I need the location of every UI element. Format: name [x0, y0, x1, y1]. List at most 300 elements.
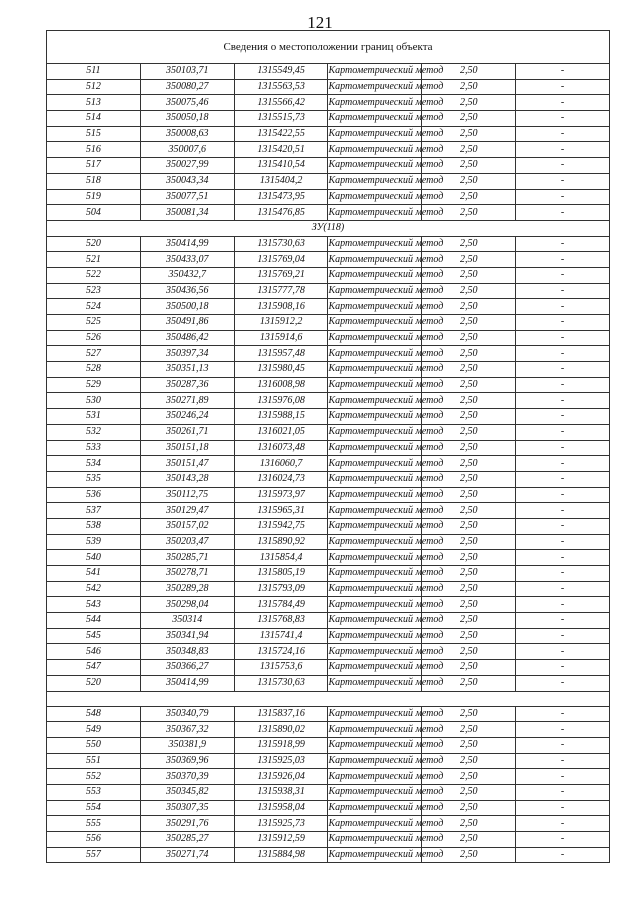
description-cell: - — [516, 236, 610, 252]
precision-cell: 2,50 — [422, 660, 516, 676]
precision-cell: 2,50 — [422, 597, 516, 613]
table-row — [47, 800, 610, 816]
precision-cell: 2,50 — [422, 784, 516, 800]
y-coordinate-cell: 1316073,48 — [234, 440, 328, 456]
y-coordinate-cell: 1315566,42 — [234, 95, 328, 111]
y-coordinate-cell: 1315805,19 — [234, 566, 328, 582]
description-cell: - — [516, 737, 610, 753]
table-title: Сведения о местоположении границ объекта — [47, 31, 610, 64]
x-coordinate-cell: 350414,99 — [140, 675, 234, 691]
method-cell: Картометрический метод — [328, 377, 422, 393]
description-cell: - — [516, 753, 610, 769]
x-coordinate-cell: 350381,9 — [140, 737, 234, 753]
x-coordinate-cell: 350366,27 — [140, 660, 234, 676]
method-cell: Картометрический метод — [328, 158, 422, 174]
method-cell: Картометрический метод — [328, 706, 422, 722]
method-cell: Картометрический метод — [328, 847, 422, 863]
table-row — [47, 409, 610, 425]
description-cell: - — [516, 111, 610, 127]
description-cell: - — [516, 800, 610, 816]
y-coordinate-cell: 1316060,7 — [234, 456, 328, 472]
table-row — [47, 660, 610, 676]
method-cell: Картометрический метод — [328, 362, 422, 378]
method-cell: Картометрический метод — [328, 126, 422, 142]
table-row — [47, 487, 610, 503]
x-coordinate-cell: 350370,39 — [140, 769, 234, 785]
table-row — [47, 816, 610, 832]
x-coordinate-cell: 350345,82 — [140, 784, 234, 800]
point-number-cell: 531 — [47, 409, 141, 425]
point-number-cell: 516 — [47, 142, 141, 158]
precision-cell: 2,50 — [422, 330, 516, 346]
point-number-cell: 524 — [47, 299, 141, 315]
method-cell: Картометрический метод — [328, 189, 422, 205]
x-coordinate-cell: 350129,47 — [140, 503, 234, 519]
x-coordinate-cell: 350103,71 — [140, 64, 234, 80]
point-number-cell: 537 — [47, 503, 141, 519]
x-coordinate-cell: 350143,28 — [140, 471, 234, 487]
x-coordinate-cell: 350369,96 — [140, 753, 234, 769]
y-coordinate-cell: 1315988,15 — [234, 409, 328, 425]
precision-cell: 2,50 — [422, 456, 516, 472]
description-cell: - — [516, 534, 610, 550]
description-cell: - — [516, 330, 610, 346]
description-cell: - — [516, 283, 610, 299]
y-coordinate-cell: 1315422,55 — [234, 126, 328, 142]
description-cell: - — [516, 362, 610, 378]
point-number-cell: 544 — [47, 613, 141, 629]
point-number-cell: 555 — [47, 816, 141, 832]
description-cell: - — [516, 95, 610, 111]
section-label: ЗУ(118) — [47, 220, 610, 236]
table-row — [47, 362, 610, 378]
table-row — [47, 753, 610, 769]
y-coordinate-cell: 1315741,4 — [234, 628, 328, 644]
method-cell: Картометрический метод — [328, 142, 422, 158]
point-number-cell: 511 — [47, 64, 141, 80]
x-coordinate-cell: 350008,63 — [140, 126, 234, 142]
point-number-cell: 527 — [47, 346, 141, 362]
table-row — [47, 95, 610, 111]
description-cell: - — [516, 503, 610, 519]
method-cell: Картометрический метод — [328, 613, 422, 629]
method-cell: Картометрический метод — [328, 252, 422, 268]
point-number-cell: 532 — [47, 424, 141, 440]
y-coordinate-cell: 1315515,73 — [234, 111, 328, 127]
x-coordinate-cell: 350203,47 — [140, 534, 234, 550]
point-number-cell: 536 — [47, 487, 141, 503]
x-coordinate-cell: 350081,34 — [140, 205, 234, 221]
table-row — [47, 440, 610, 456]
method-cell: Картометрический метод — [328, 800, 422, 816]
precision-cell: 2,50 — [422, 722, 516, 738]
point-number-cell: 554 — [47, 800, 141, 816]
precision-cell: 2,50 — [422, 299, 516, 315]
precision-cell: 2,50 — [422, 644, 516, 660]
y-coordinate-cell: 1315884,98 — [234, 847, 328, 863]
x-coordinate-cell: 350077,51 — [140, 189, 234, 205]
y-coordinate-cell: 1315793,09 — [234, 581, 328, 597]
x-coordinate-cell: 350289,28 — [140, 581, 234, 597]
y-coordinate-cell: 1315730,63 — [234, 675, 328, 691]
precision-cell: 2,50 — [422, 628, 516, 644]
x-coordinate-cell: 350278,71 — [140, 566, 234, 582]
table-row — [47, 79, 610, 95]
point-number-cell: 526 — [47, 330, 141, 346]
y-coordinate-cell: 1315769,04 — [234, 252, 328, 268]
x-coordinate-cell: 350351,13 — [140, 362, 234, 378]
method-cell: Картометрический метод — [328, 79, 422, 95]
method-cell: Картометрический метод — [328, 471, 422, 487]
method-cell: Картометрический метод — [328, 566, 422, 582]
y-coordinate-cell: 1315908,16 — [234, 299, 328, 315]
precision-cell: 2,50 — [422, 158, 516, 174]
table-row — [47, 189, 610, 205]
section-label — [47, 691, 610, 706]
point-number-cell: 541 — [47, 566, 141, 582]
method-cell: Картометрический метод — [328, 299, 422, 315]
precision-cell: 2,50 — [422, 440, 516, 456]
x-coordinate-cell: 350491,86 — [140, 315, 234, 331]
precision-cell: 2,50 — [422, 753, 516, 769]
x-coordinate-cell: 350340,79 — [140, 706, 234, 722]
description-cell: - — [516, 660, 610, 676]
x-coordinate-cell: 350050,18 — [140, 111, 234, 127]
description-cell: - — [516, 487, 610, 503]
method-cell: Картометрический метод — [328, 409, 422, 425]
x-coordinate-cell: 350397,34 — [140, 346, 234, 362]
description-cell: - — [516, 79, 610, 95]
table-row — [47, 283, 610, 299]
y-coordinate-cell: 1315912,59 — [234, 832, 328, 848]
table-row — [47, 784, 610, 800]
method-cell: Картометрический метод — [328, 722, 422, 738]
x-coordinate-cell: 350436,56 — [140, 283, 234, 299]
description-cell: - — [516, 550, 610, 566]
description-cell: - — [516, 581, 610, 597]
point-number-cell: 530 — [47, 393, 141, 409]
description-cell: - — [516, 409, 610, 425]
table-row — [47, 534, 610, 550]
table-row — [47, 158, 610, 174]
method-cell: Картометрический метод — [328, 534, 422, 550]
x-coordinate-cell: 350291,76 — [140, 816, 234, 832]
method-cell: Картометрический метод — [328, 440, 422, 456]
method-cell: Картометрический метод — [328, 173, 422, 189]
method-cell: Картометрический метод — [328, 393, 422, 409]
y-coordinate-cell: 1315914,6 — [234, 330, 328, 346]
precision-cell: 2,50 — [422, 126, 516, 142]
y-coordinate-cell: 1315476,85 — [234, 205, 328, 221]
table-row — [47, 346, 610, 362]
description-cell: - — [516, 205, 610, 221]
table-row — [47, 832, 610, 848]
y-coordinate-cell: 1315753,6 — [234, 660, 328, 676]
y-coordinate-cell: 1315563,53 — [234, 79, 328, 95]
y-coordinate-cell: 1315724,16 — [234, 644, 328, 660]
method-cell: Картометрический метод — [328, 769, 422, 785]
section-header-row — [47, 220, 610, 236]
table-row — [47, 424, 610, 440]
y-coordinate-cell: 1315768,83 — [234, 613, 328, 629]
x-coordinate-cell: 350500,18 — [140, 299, 234, 315]
table-row — [47, 267, 610, 283]
point-number-cell: 529 — [47, 377, 141, 393]
y-coordinate-cell: 1316021,05 — [234, 424, 328, 440]
x-coordinate-cell: 350271,74 — [140, 847, 234, 863]
precision-cell: 2,50 — [422, 267, 516, 283]
description-cell: - — [516, 566, 610, 582]
y-coordinate-cell: 1315777,78 — [234, 283, 328, 299]
table-row — [47, 456, 610, 472]
x-coordinate-cell: 350432,7 — [140, 267, 234, 283]
x-coordinate-cell: 350486,42 — [140, 330, 234, 346]
description-cell: - — [516, 377, 610, 393]
y-coordinate-cell: 1315912,2 — [234, 315, 328, 331]
table-row — [47, 628, 610, 644]
point-number-cell: 547 — [47, 660, 141, 676]
description-cell: - — [516, 252, 610, 268]
table-row — [47, 503, 610, 519]
description-cell: - — [516, 126, 610, 142]
y-coordinate-cell: 1315942,75 — [234, 518, 328, 534]
y-coordinate-cell: 1315420,51 — [234, 142, 328, 158]
method-cell: Картометрический метод — [328, 315, 422, 331]
precision-cell: 2,50 — [422, 393, 516, 409]
method-cell: Картометрический метод — [328, 346, 422, 362]
precision-cell: 2,50 — [422, 79, 516, 95]
table-row — [47, 252, 610, 268]
description-cell: - — [516, 706, 610, 722]
x-coordinate-cell: 350151,18 — [140, 440, 234, 456]
y-coordinate-cell: 1315925,73 — [234, 816, 328, 832]
method-cell: Картометрический метод — [328, 550, 422, 566]
y-coordinate-cell: 1315410,54 — [234, 158, 328, 174]
description-cell: - — [516, 189, 610, 205]
precision-cell: 2,50 — [422, 737, 516, 753]
method-cell: Картометрический метод — [328, 205, 422, 221]
point-number-cell: 538 — [47, 518, 141, 534]
precision-cell: 2,50 — [422, 409, 516, 425]
description-cell: - — [516, 847, 610, 863]
method-cell: Картометрический метод — [328, 64, 422, 80]
y-coordinate-cell: 1315890,92 — [234, 534, 328, 550]
precision-cell: 2,50 — [422, 613, 516, 629]
description-cell: - — [516, 315, 610, 331]
section-header-row — [47, 691, 610, 706]
description-cell: - — [516, 346, 610, 362]
x-coordinate-cell: 350348,83 — [140, 644, 234, 660]
point-number-cell: 539 — [47, 534, 141, 550]
description-cell: - — [516, 393, 610, 409]
point-number-cell: 548 — [47, 706, 141, 722]
y-coordinate-cell: 1315890,02 — [234, 722, 328, 738]
precision-cell: 2,50 — [422, 111, 516, 127]
point-number-cell: 546 — [47, 644, 141, 660]
x-coordinate-cell: 350080,27 — [140, 79, 234, 95]
table-row — [47, 722, 610, 738]
method-cell: Картометрический метод — [328, 816, 422, 832]
y-coordinate-cell: 1315784,49 — [234, 597, 328, 613]
method-cell: Картометрический метод — [328, 644, 422, 660]
precision-cell: 2,50 — [422, 377, 516, 393]
precision-cell: 2,50 — [422, 64, 516, 80]
point-number-cell: 543 — [47, 597, 141, 613]
x-coordinate-cell: 350285,27 — [140, 832, 234, 848]
x-coordinate-cell: 350157,02 — [140, 518, 234, 534]
table-row — [47, 205, 610, 221]
y-coordinate-cell: 1315918,99 — [234, 737, 328, 753]
x-coordinate-cell: 350027,99 — [140, 158, 234, 174]
point-number-cell: 523 — [47, 283, 141, 299]
description-cell: - — [516, 173, 610, 189]
point-number-cell: 549 — [47, 722, 141, 738]
precision-cell: 2,50 — [422, 503, 516, 519]
description-cell: - — [516, 628, 610, 644]
x-coordinate-cell: 350433,07 — [140, 252, 234, 268]
table-body — [47, 31, 610, 863]
table-row — [47, 299, 610, 315]
point-number-cell: 542 — [47, 581, 141, 597]
y-coordinate-cell: 1315837,16 — [234, 706, 328, 722]
precision-cell: 2,50 — [422, 487, 516, 503]
y-coordinate-cell: 1315404,2 — [234, 173, 328, 189]
point-number-cell: 534 — [47, 456, 141, 472]
precision-cell: 2,50 — [422, 566, 516, 582]
precision-cell: 2,50 — [422, 534, 516, 550]
point-number-cell: 514 — [47, 111, 141, 127]
description-cell: - — [516, 675, 610, 691]
point-number-cell: 525 — [47, 315, 141, 331]
x-coordinate-cell: 350287,36 — [140, 377, 234, 393]
table-row — [47, 706, 610, 722]
method-cell: Картометрический метод — [328, 503, 422, 519]
method-cell: Картометрический метод — [328, 518, 422, 534]
precision-cell: 2,50 — [422, 95, 516, 111]
table-row — [47, 737, 610, 753]
y-coordinate-cell: 1315730,63 — [234, 236, 328, 252]
y-coordinate-cell: 1315938,31 — [234, 784, 328, 800]
precision-cell: 2,50 — [422, 142, 516, 158]
y-coordinate-cell: 1315980,45 — [234, 362, 328, 378]
y-coordinate-cell: 1315973,97 — [234, 487, 328, 503]
point-number-cell: 552 — [47, 769, 141, 785]
table-row — [47, 315, 610, 331]
point-number-cell: 512 — [47, 79, 141, 95]
description-cell: - — [516, 424, 610, 440]
y-coordinate-cell: 1315473,95 — [234, 189, 328, 205]
method-cell: Картометрический метод — [328, 111, 422, 127]
table-row — [47, 581, 610, 597]
description-cell: - — [516, 769, 610, 785]
x-coordinate-cell: 350271,89 — [140, 393, 234, 409]
description-cell: - — [516, 722, 610, 738]
method-cell: Картометрический метод — [328, 487, 422, 503]
y-coordinate-cell: 1315957,48 — [234, 346, 328, 362]
precision-cell: 2,50 — [422, 581, 516, 597]
point-number-cell: 533 — [47, 440, 141, 456]
point-number-cell: 517 — [47, 158, 141, 174]
table-row — [47, 142, 610, 158]
y-coordinate-cell: 1315769,21 — [234, 267, 328, 283]
table-row — [47, 236, 610, 252]
x-coordinate-cell: 350112,75 — [140, 487, 234, 503]
point-number-cell: 520 — [47, 236, 141, 252]
table-row — [47, 64, 610, 80]
method-cell: Картометрический метод — [328, 660, 422, 676]
x-coordinate-cell: 350246,24 — [140, 409, 234, 425]
precision-cell: 2,50 — [422, 189, 516, 205]
precision-cell: 2,50 — [422, 706, 516, 722]
description-cell: - — [516, 832, 610, 848]
y-coordinate-cell: 1315958,04 — [234, 800, 328, 816]
point-number-cell: 520 — [47, 675, 141, 691]
precision-cell: 2,50 — [422, 346, 516, 362]
precision-cell: 2,50 — [422, 471, 516, 487]
description-cell: - — [516, 471, 610, 487]
precision-cell: 2,50 — [422, 362, 516, 378]
x-coordinate-cell: 350341,94 — [140, 628, 234, 644]
point-number-cell: 557 — [47, 847, 141, 863]
point-number-cell: 522 — [47, 267, 141, 283]
description-cell: - — [516, 299, 610, 315]
precision-cell: 2,50 — [422, 173, 516, 189]
precision-cell: 2,50 — [422, 847, 516, 863]
precision-cell: 2,50 — [422, 769, 516, 785]
precision-cell: 2,50 — [422, 283, 516, 299]
table-title-row — [47, 31, 610, 64]
description-cell: - — [516, 597, 610, 613]
table-row — [47, 393, 610, 409]
precision-cell: 2,50 — [422, 315, 516, 331]
table-row — [47, 518, 610, 534]
table-row — [47, 644, 610, 660]
x-coordinate-cell: 350151,47 — [140, 456, 234, 472]
description-cell: - — [516, 64, 610, 80]
method-cell: Картометрический метод — [328, 675, 422, 691]
point-number-cell: 518 — [47, 173, 141, 189]
x-coordinate-cell: 350261,71 — [140, 424, 234, 440]
point-number-cell: 556 — [47, 832, 141, 848]
point-number-cell: 551 — [47, 753, 141, 769]
description-cell: - — [516, 518, 610, 534]
precision-cell: 2,50 — [422, 252, 516, 268]
precision-cell: 2,50 — [422, 424, 516, 440]
page-number: 121 — [307, 13, 333, 32]
table-row — [47, 173, 610, 189]
x-coordinate-cell: 350075,46 — [140, 95, 234, 111]
description-cell: - — [516, 613, 610, 629]
precision-cell: 2,50 — [422, 550, 516, 566]
method-cell: Картометрический метод — [328, 424, 422, 440]
point-number-cell: 545 — [47, 628, 141, 644]
x-coordinate-cell: 350298,04 — [140, 597, 234, 613]
y-coordinate-cell: 1315854,4 — [234, 550, 328, 566]
x-coordinate-cell: 350285,71 — [140, 550, 234, 566]
point-number-cell: 553 — [47, 784, 141, 800]
y-coordinate-cell: 1315926,04 — [234, 769, 328, 785]
table-row — [47, 550, 610, 566]
point-number-cell: 513 — [47, 95, 141, 111]
x-coordinate-cell: 350414,99 — [140, 236, 234, 252]
method-cell: Картометрический метод — [328, 581, 422, 597]
table-row — [47, 769, 610, 785]
precision-cell: 2,50 — [422, 205, 516, 221]
y-coordinate-cell: 1316024,73 — [234, 471, 328, 487]
y-coordinate-cell: 1315965,31 — [234, 503, 328, 519]
precision-cell: 2,50 — [422, 675, 516, 691]
boundary-table — [46, 30, 610, 863]
